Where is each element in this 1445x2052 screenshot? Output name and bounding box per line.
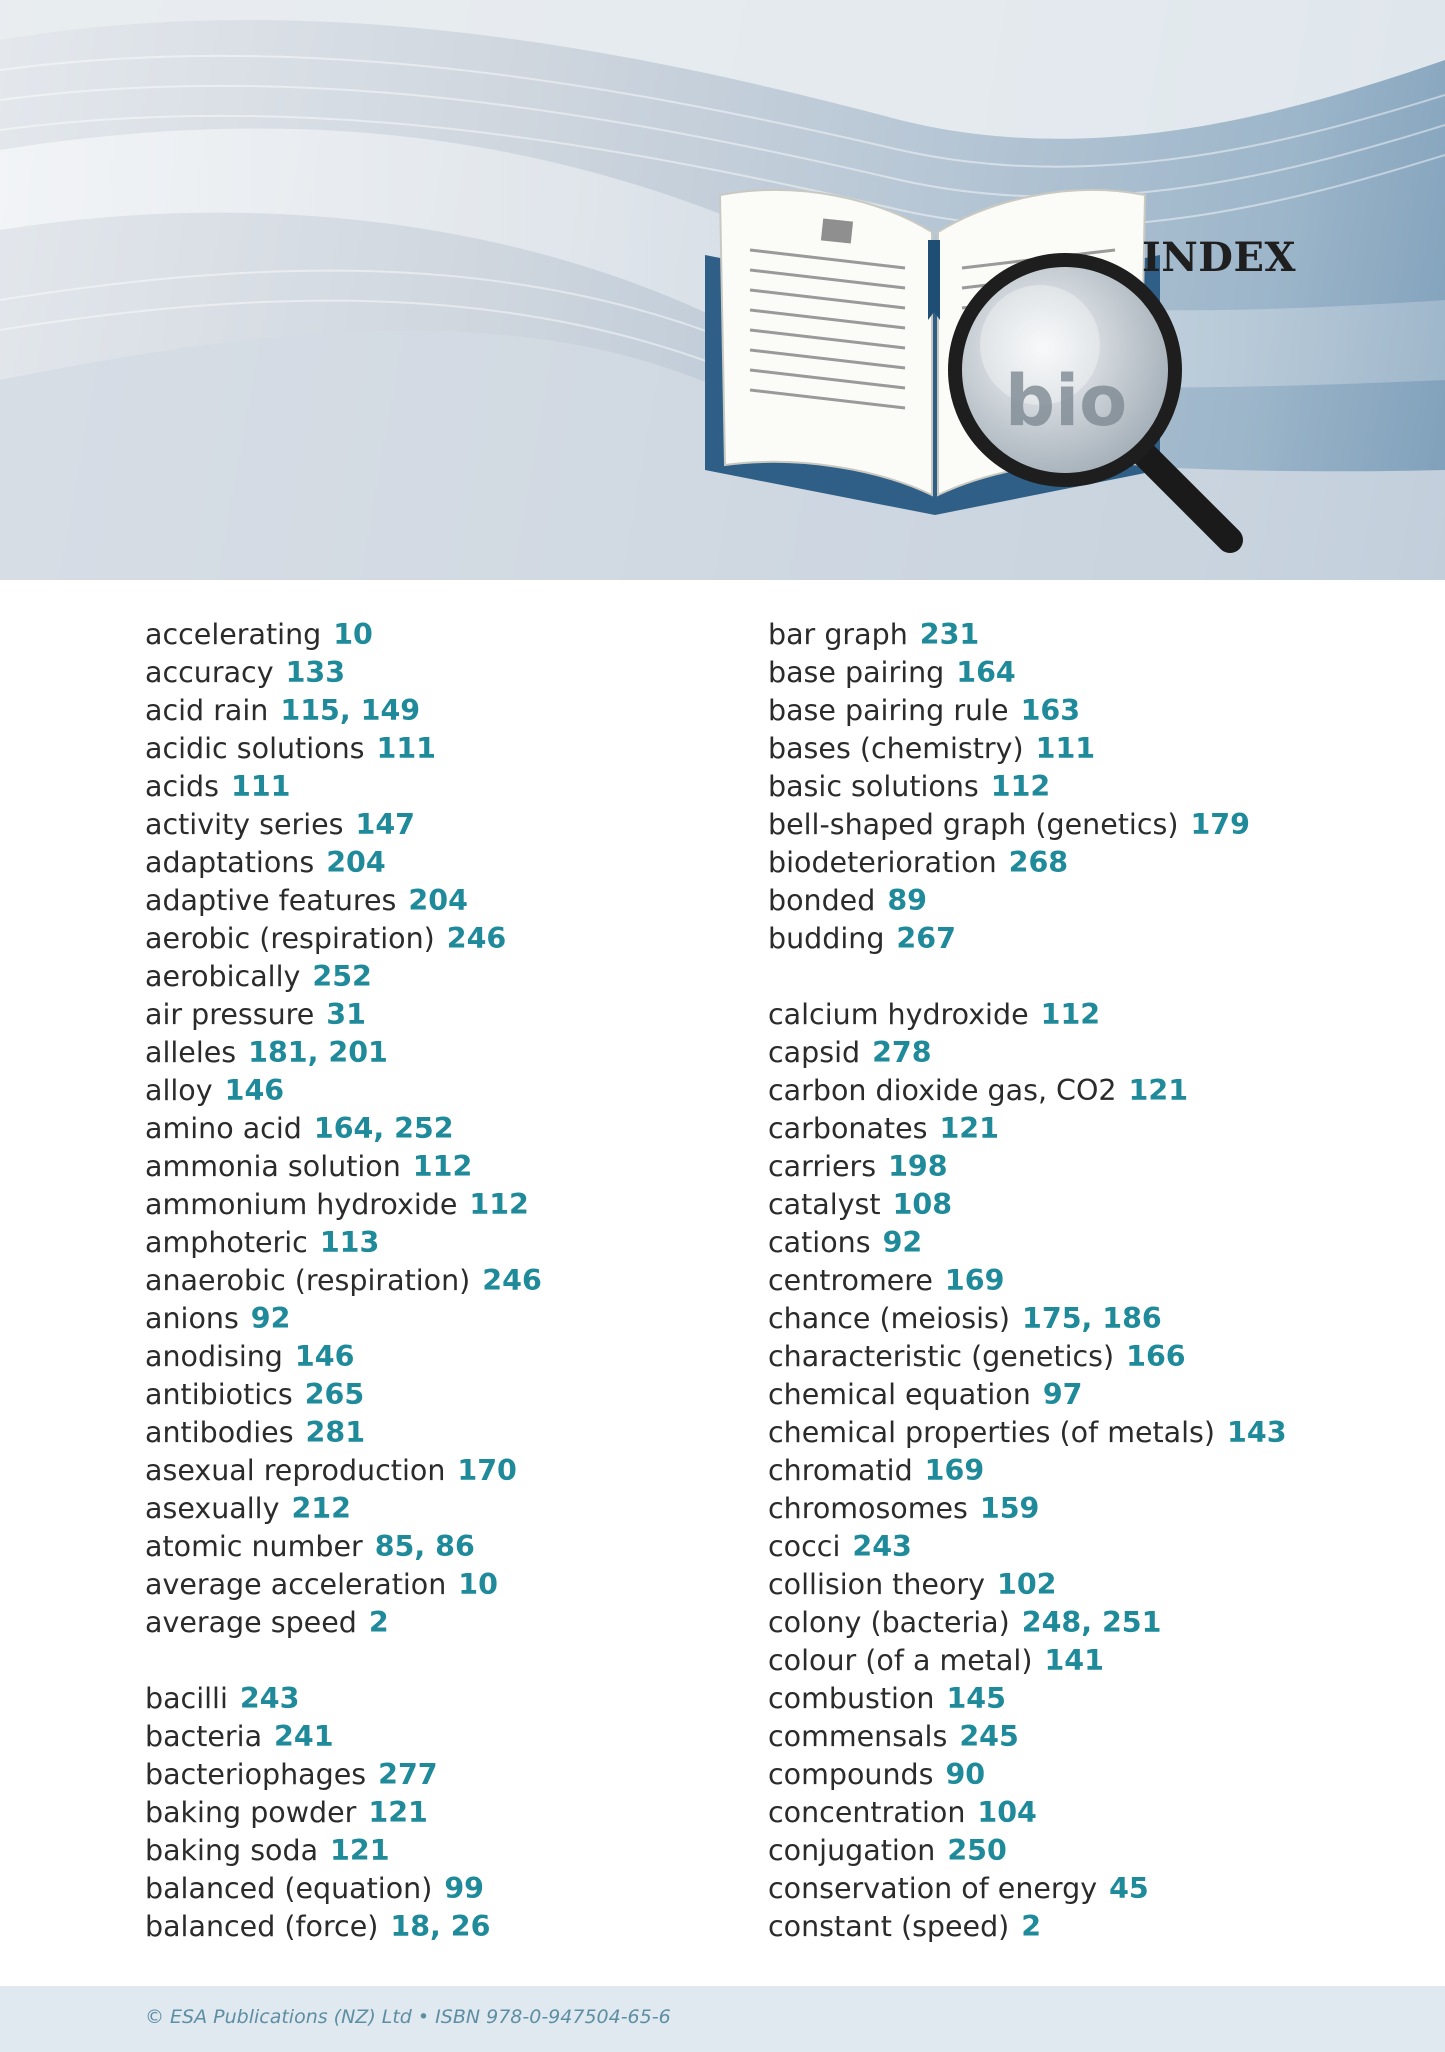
index-term: biodeterioration xyxy=(768,846,997,879)
index-column-right xyxy=(768,616,1287,1946)
index-entry xyxy=(768,806,1287,844)
index-term: conjugation xyxy=(768,1834,936,1867)
page-reference: 112 xyxy=(469,1188,529,1221)
index-entry xyxy=(768,1338,1287,1376)
page-reference: 10 xyxy=(458,1568,498,1601)
index-entry xyxy=(145,1490,542,1528)
page-reference: 164, 252 xyxy=(313,1112,454,1145)
page-reference: 133 xyxy=(285,656,346,689)
index-entry xyxy=(768,1490,1287,1528)
index-entry xyxy=(145,1870,542,1908)
page-reference: 121 xyxy=(330,1834,390,1867)
index-entry xyxy=(145,1110,542,1148)
page-reference: 243 xyxy=(239,1682,300,1715)
page-reference: 2 xyxy=(368,1606,389,1639)
index-entry xyxy=(145,1338,542,1376)
page-reference: 250 xyxy=(947,1834,1007,1867)
page-reference: 143 xyxy=(1227,1416,1287,1449)
index-term: capsid xyxy=(768,1036,861,1069)
index-term: bacilli xyxy=(145,1682,228,1715)
page-reference: 121 xyxy=(368,1796,428,1829)
page-reference: 113 xyxy=(319,1226,380,1259)
page-reference: 268 xyxy=(1008,846,1069,879)
index-entry xyxy=(768,996,1287,1034)
index-entry xyxy=(145,654,542,692)
page-reference: 111 xyxy=(1035,732,1096,765)
index-term: atomic number xyxy=(145,1530,363,1563)
page-reference: 246 xyxy=(446,922,507,955)
index-term: accuracy xyxy=(145,656,274,689)
index-term: collision theory xyxy=(768,1568,985,1601)
page-reference: 248, 251 xyxy=(1021,1606,1162,1639)
page-reference: 163 xyxy=(1020,694,1081,727)
page-reference: 111 xyxy=(376,732,436,765)
index-term: bar graph xyxy=(768,618,908,651)
index-term: air pressure xyxy=(145,998,315,1031)
index-entry xyxy=(768,1414,1287,1452)
index-entry xyxy=(768,1528,1287,1566)
page-reference: 246 xyxy=(482,1264,542,1297)
index-term: base pairing rule xyxy=(768,694,1009,727)
page-reference: 112 xyxy=(990,770,1051,803)
index-term: colony (bacteria) xyxy=(768,1606,1010,1639)
index-term: average speed xyxy=(145,1606,357,1639)
page-reference: 121 xyxy=(1128,1074,1189,1107)
index-term: budding xyxy=(768,922,885,955)
index-entry xyxy=(768,920,1287,958)
page-reference: 243 xyxy=(852,1530,912,1563)
index-term: asexually xyxy=(145,1492,280,1525)
index-entry xyxy=(768,882,1287,920)
index-term: bell-shaped graph (genetics) xyxy=(768,808,1179,841)
section-gap xyxy=(768,958,1287,996)
index-term: concentration xyxy=(768,1796,966,1829)
index-term: amino acid xyxy=(145,1112,302,1145)
page-reference: 99 xyxy=(444,1872,485,1905)
index-entry xyxy=(145,1186,542,1224)
page-reference: 112 xyxy=(412,1150,473,1183)
index-term: baking soda xyxy=(145,1834,319,1867)
index-term: acidic solutions xyxy=(145,732,365,765)
index-term: baking powder xyxy=(145,1796,357,1829)
index-entry xyxy=(145,1604,542,1642)
index-term: average acceleration xyxy=(145,1568,447,1601)
index-entry xyxy=(145,1718,542,1756)
page-reference: 267 xyxy=(896,922,956,955)
index-entry xyxy=(145,616,542,654)
index-entry xyxy=(768,1832,1287,1870)
index-term: alleles xyxy=(145,1036,237,1069)
index-term: cations xyxy=(768,1226,871,1259)
index-entry xyxy=(768,1072,1287,1110)
index-term: alloy xyxy=(145,1074,213,1107)
index-term: adaptations xyxy=(145,846,315,879)
index-entry xyxy=(145,1680,542,1718)
index-term: basic solutions xyxy=(768,770,979,803)
page-reference: 278 xyxy=(872,1036,932,1069)
header-banner xyxy=(0,0,1445,580)
index-term: catalyst xyxy=(768,1188,881,1221)
index-column-left xyxy=(145,616,542,1946)
page-reference: 265 xyxy=(304,1378,365,1411)
index-term: characteristic (genetics) xyxy=(768,1340,1115,1373)
page-reference: 31 xyxy=(326,998,366,1031)
index-entry xyxy=(768,1566,1287,1604)
index-term: cocci xyxy=(768,1530,841,1563)
index-entry xyxy=(145,1262,542,1300)
page-reference: 181, 201 xyxy=(248,1036,388,1069)
index-term: acid rain xyxy=(145,694,269,727)
index-entry xyxy=(768,654,1287,692)
page-reference: 169 xyxy=(944,1264,1005,1297)
index-term: carbon dioxide gas, CO2 xyxy=(768,1074,1117,1107)
index-entry xyxy=(768,1034,1287,1072)
index-entry xyxy=(145,806,542,844)
index-entry xyxy=(145,1034,542,1072)
index-entry xyxy=(145,996,542,1034)
index-entry xyxy=(768,692,1287,730)
page-reference: 89 xyxy=(887,884,927,917)
page-reference: 108 xyxy=(892,1188,953,1221)
index-term: conservation of energy xyxy=(768,1872,1098,1905)
index-term: aerobic (respiration) xyxy=(145,922,435,955)
page-reference: 175, 186 xyxy=(1022,1302,1162,1335)
page-reference: 112 xyxy=(1040,998,1101,1031)
page-reference: 85, 86 xyxy=(374,1530,475,1563)
index-term: compounds xyxy=(768,1758,934,1791)
index-term: acids xyxy=(145,770,219,803)
index-term: balanced (force) xyxy=(145,1910,379,1943)
svg-text:bio: bio xyxy=(1005,360,1128,442)
page-reference: 231 xyxy=(919,618,980,651)
index-entry xyxy=(768,1110,1287,1148)
page-reference: 169 xyxy=(924,1454,985,1487)
index-entry xyxy=(145,958,542,996)
index-term: chemical properties (of metals) xyxy=(768,1416,1216,1449)
index-entry xyxy=(768,1186,1287,1224)
index-entry xyxy=(145,1376,542,1414)
index-entry xyxy=(768,1604,1287,1642)
page-reference: 2 xyxy=(1021,1910,1042,1943)
index-entry xyxy=(768,730,1287,768)
index-entry xyxy=(145,730,542,768)
index-entry xyxy=(145,1452,542,1490)
page-reference: 146 xyxy=(294,1340,355,1373)
index-entry xyxy=(768,1756,1287,1794)
index-term: amphoteric xyxy=(145,1226,308,1259)
index-term: chemical equation xyxy=(768,1378,1031,1411)
index-entry xyxy=(145,1756,542,1794)
page-reference: 45 xyxy=(1109,1872,1149,1905)
page-reference: 115, 149 xyxy=(280,694,421,727)
index-term: anions xyxy=(145,1302,239,1335)
index-term: antibodies xyxy=(145,1416,294,1449)
page-reference: 277 xyxy=(378,1758,438,1791)
index-entry xyxy=(768,1718,1287,1756)
index-term: centromere xyxy=(768,1264,933,1297)
index-entry xyxy=(768,1908,1287,1946)
page-reference: 90 xyxy=(945,1758,986,1791)
index-term: bases (chemistry) xyxy=(768,732,1024,765)
index-entry xyxy=(768,1642,1287,1680)
index-entry xyxy=(145,1224,542,1262)
index-entry xyxy=(768,1870,1287,1908)
index-entry xyxy=(768,1680,1287,1718)
index-entry xyxy=(145,882,542,920)
index-entry xyxy=(768,1452,1287,1490)
index-term: carriers xyxy=(768,1150,877,1183)
page-reference: 145 xyxy=(946,1682,1006,1715)
index-entry xyxy=(768,1300,1287,1338)
page-reference: 121 xyxy=(939,1112,999,1145)
index-term: calcium hydroxide xyxy=(768,998,1029,1031)
index-term: base pairing xyxy=(768,656,945,689)
index-term: combustion xyxy=(768,1682,935,1715)
index-term: ammonium hydroxide xyxy=(145,1188,458,1221)
page-reference: 97 xyxy=(1042,1378,1083,1411)
index-term: adaptive features xyxy=(145,884,397,917)
index-entry xyxy=(768,768,1287,806)
index-term: antibiotics xyxy=(145,1378,293,1411)
page-reference: 10 xyxy=(333,618,373,651)
index-entry xyxy=(768,616,1287,654)
page-reference: 159 xyxy=(979,1492,1040,1525)
page-reference: 147 xyxy=(355,808,416,841)
page-reference: 252 xyxy=(312,960,372,993)
index-term: aerobically xyxy=(145,960,301,993)
page-title: INDEX xyxy=(1142,234,1296,281)
index-entry xyxy=(145,768,542,806)
banner-artwork xyxy=(0,0,1445,580)
index-term: chromatid xyxy=(768,1454,913,1487)
index-term: bacteriophages xyxy=(145,1758,367,1791)
index-entry xyxy=(145,1300,542,1338)
index-entry xyxy=(768,1376,1287,1414)
index-entry xyxy=(145,1908,542,1946)
index-entry xyxy=(145,1832,542,1870)
index-term: bacteria xyxy=(145,1720,263,1753)
page-reference: 245 xyxy=(959,1720,1019,1753)
page-reference: 204 xyxy=(326,846,386,879)
index-entry xyxy=(768,1148,1287,1186)
index-term: chromosomes xyxy=(768,1492,968,1525)
page-reference: 198 xyxy=(888,1150,948,1183)
index-term: anaerobic (respiration) xyxy=(145,1264,471,1297)
page-reference: 204 xyxy=(408,884,468,917)
page-reference: 146 xyxy=(224,1074,285,1107)
page-reference: 164 xyxy=(956,656,1016,689)
page-reference: 241 xyxy=(274,1720,334,1753)
index-term: colour (of a metal) xyxy=(768,1644,1033,1677)
index-entry xyxy=(145,1414,542,1452)
page-reference: 212 xyxy=(291,1492,351,1525)
page-reference: 179 xyxy=(1190,808,1250,841)
page-reference: 141 xyxy=(1044,1644,1104,1677)
index-entry xyxy=(145,1528,542,1566)
index-entry xyxy=(145,1072,542,1110)
index-entry xyxy=(145,920,542,958)
index-entry xyxy=(768,1224,1287,1262)
index-entry xyxy=(145,692,542,730)
index-term: ammonia solution xyxy=(145,1150,401,1183)
index-term: accelerating xyxy=(145,618,322,651)
page-reference: 104 xyxy=(977,1796,1037,1829)
page-reference: 102 xyxy=(996,1568,1057,1601)
footer xyxy=(0,1986,1445,2052)
page-reference: 92 xyxy=(882,1226,923,1259)
index-term: activity series xyxy=(145,808,344,841)
page-reference: 18, 26 xyxy=(390,1910,491,1943)
index-entry xyxy=(145,1148,542,1186)
page-reference: 166 xyxy=(1126,1340,1186,1373)
index-entry xyxy=(145,1794,542,1832)
index-term: bonded xyxy=(768,884,876,917)
index-entry xyxy=(768,1262,1287,1300)
index-term: asexual reproduction xyxy=(145,1454,446,1487)
index-term: constant (speed) xyxy=(768,1910,1010,1943)
page-reference: 170 xyxy=(457,1454,517,1487)
page-reference: 281 xyxy=(305,1416,366,1449)
index-entry xyxy=(145,1566,542,1604)
index-entry xyxy=(768,1794,1287,1832)
page-reference: 92 xyxy=(250,1302,291,1335)
section-gap xyxy=(145,1642,542,1680)
index-term: commensals xyxy=(768,1720,948,1753)
copyright-text: © ESA Publications (NZ) Ltd • ISBN 978-0-947504-65-6 xyxy=(145,2006,671,2028)
index-term: chance (meiosis) xyxy=(768,1302,1011,1335)
page-reference: 111 xyxy=(231,770,291,803)
index-entry xyxy=(768,844,1287,882)
index-term: carbonates xyxy=(768,1112,928,1145)
index-entry xyxy=(145,844,542,882)
index-term: balanced (equation) xyxy=(145,1872,433,1905)
index-term: anodising xyxy=(145,1340,283,1373)
